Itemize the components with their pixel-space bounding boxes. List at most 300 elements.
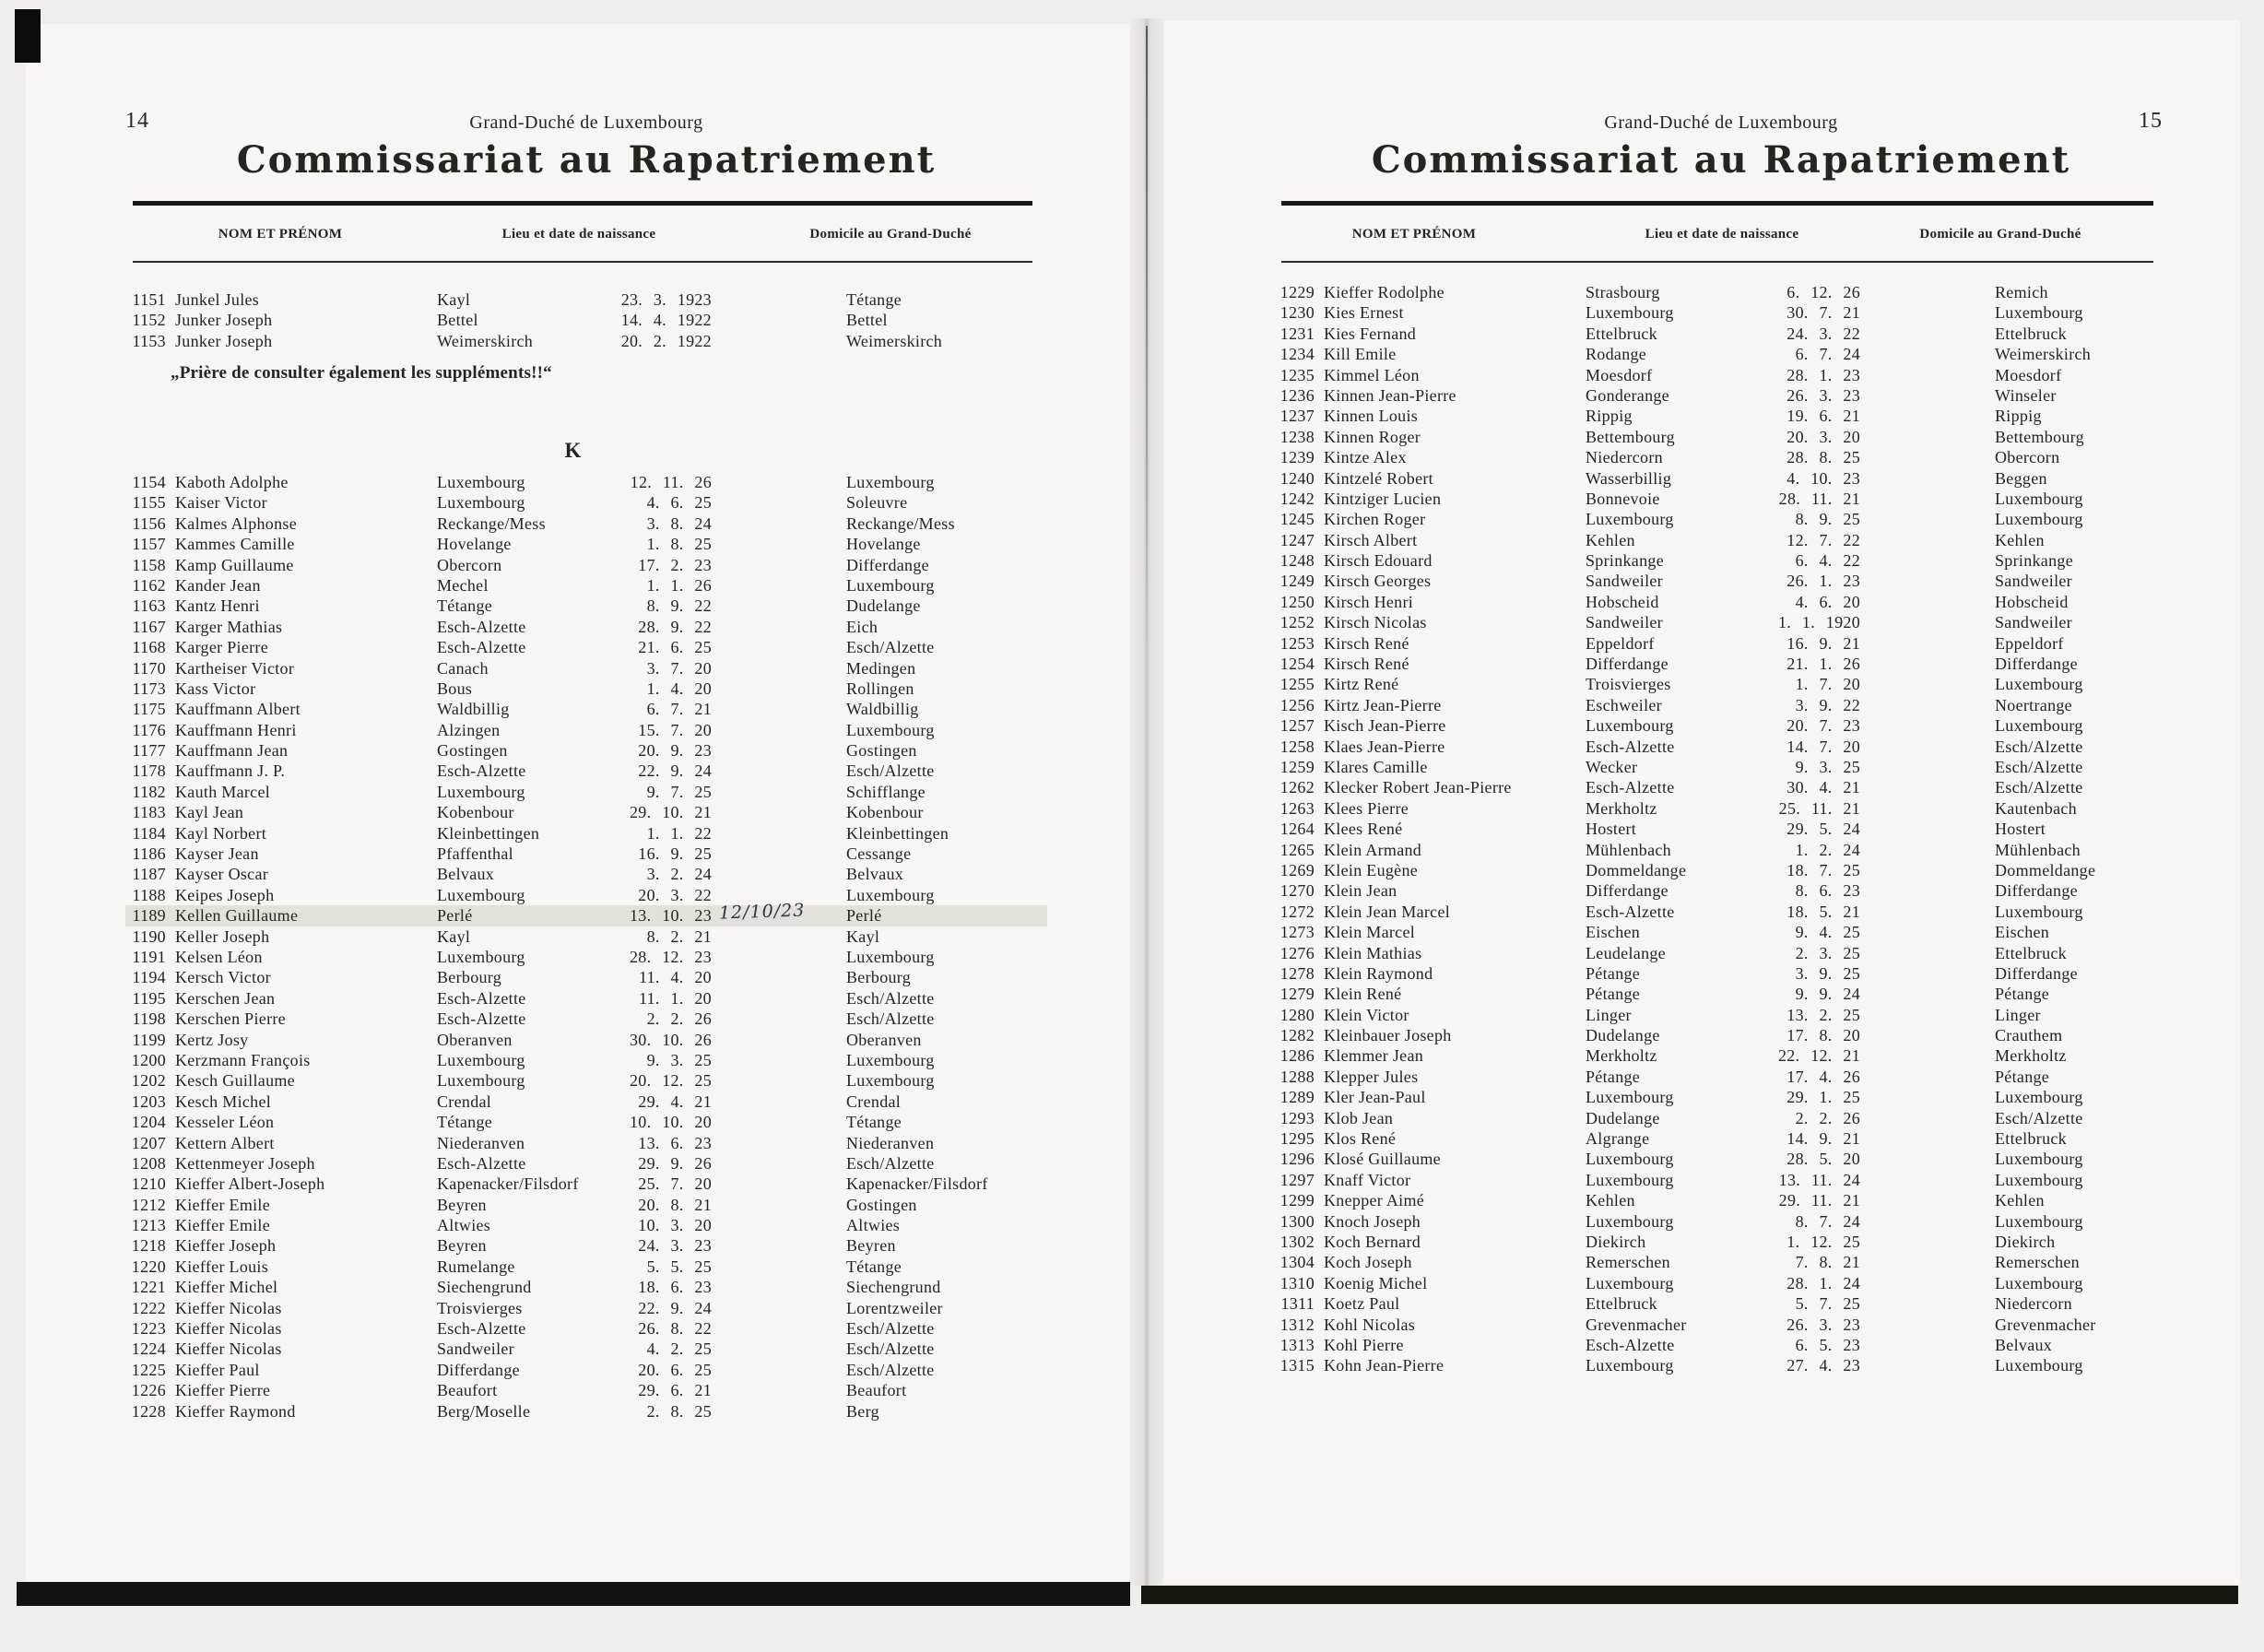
entry-birthdate: 3. 7. 20 <box>646 658 712 678</box>
entry-birthdate: 1. 4. 20 <box>646 678 712 698</box>
entry-domicile: Hovelange <box>846 535 921 554</box>
entry-birthplace: Luxembourg <box>437 1050 525 1069</box>
entry-number: 1311 <box>1280 1294 1315 1314</box>
entry-domicile: Luxembourg <box>1995 716 2083 736</box>
entry-birthdate: 18. 5. 21 <box>1786 902 1860 921</box>
entry-domicile: Luxembourg <box>846 947 935 966</box>
entry-domicile: Tétange <box>846 290 902 309</box>
entry-number: 1256 <box>1279 695 1315 714</box>
register-row <box>1274 1335 2168 1355</box>
entry-domicile: Eischen <box>1995 923 2050 942</box>
entry-domicile: Tétange <box>846 1257 902 1276</box>
entry-name: Kies Fernand <box>1324 324 1417 343</box>
entry-birthdate: 13. 11. 24 <box>1778 1170 1860 1189</box>
entry-birthdate: 29. 5. 24 <box>1786 820 1860 839</box>
entry-number: 1157 <box>132 535 166 554</box>
entry-birthdate: 26. 1. 23 <box>1786 572 1860 591</box>
register-rows-top <box>125 289 1047 351</box>
register-row <box>1274 757 2168 777</box>
entry-number: 1190 <box>132 926 166 946</box>
entry-domicile: Luxembourg <box>846 1050 935 1069</box>
entry-domicile: Kayl <box>846 926 880 946</box>
entry-name: Karger Pierre <box>175 638 269 657</box>
entry-number: 1231 <box>1279 324 1315 343</box>
entry-birthplace: Luxembourg <box>1586 1273 1674 1292</box>
register-rows-main <box>125 472 1047 1422</box>
entry-name: Kieffer Emile <box>175 1195 271 1214</box>
entry-birthplace: Ettelbruck <box>1586 324 1657 343</box>
entry-name: Junker Joseph <box>175 311 273 330</box>
entry-number: 1293 <box>1279 1108 1315 1127</box>
entry-domicile: Ettelbruck <box>1995 943 2067 962</box>
register-row <box>1274 468 2168 489</box>
entry-name: Koch Bernard <box>1324 1232 1421 1251</box>
entry-birthdate: 23. 3. 1923 <box>620 290 712 309</box>
entry-number: 1304 <box>1279 1253 1315 1272</box>
entry-birthplace: Tétange <box>437 1113 493 1132</box>
entry-birthplace: Hovelange <box>437 535 512 554</box>
entry-number: 1186 <box>132 844 166 864</box>
entry-name: Kander Jean <box>175 575 261 595</box>
entry-name: Klein Raymond <box>1324 963 1433 983</box>
register-row <box>125 289 1047 310</box>
entry-birthdate: 3. 8. 24 <box>646 513 712 533</box>
entry-birthdate: 17. 8. 20 <box>1786 1026 1860 1045</box>
entry-name: Kersch Victor <box>175 968 271 987</box>
register-row <box>1274 344 2168 364</box>
title-rule <box>1281 201 2153 206</box>
register-row <box>1274 530 2168 550</box>
entry-number: 1265 <box>1279 840 1315 859</box>
entry-name: Kayser Oscar <box>175 865 269 884</box>
entry-birthplace: Wecker <box>1586 757 1638 776</box>
register-row <box>1274 1211 2168 1232</box>
entry-number: 1213 <box>131 1216 166 1235</box>
entry-number: 1252 <box>1279 613 1315 632</box>
entry-name: Klein René <box>1324 985 1402 1004</box>
entry-number: 1203 <box>131 1092 166 1111</box>
entry-name: Kieffer Nicolas <box>175 1298 282 1317</box>
entry-domicile: Soleuvre <box>846 493 908 513</box>
entry-domicile: Luxembourg <box>1995 303 2083 323</box>
entry-number: 1187 <box>132 865 166 884</box>
entry-domicile: Kehlen <box>1995 1191 2045 1210</box>
entry-name: Koch Joseph <box>1324 1253 1412 1272</box>
entry-name: Kleinbauer Joseph <box>1324 1026 1452 1045</box>
entry-birthdate: 21. 6. 25 <box>638 638 712 657</box>
entry-birthplace: Weimerskirch <box>437 331 534 350</box>
register-row <box>1274 737 2168 757</box>
entry-birthplace: Pétange <box>1586 985 1641 1004</box>
entry-name: Kaiser Victor <box>175 493 267 513</box>
entry-domicile: Schifflange <box>846 782 926 801</box>
entry-birthdate: 6. 5. 23 <box>1795 1335 1860 1354</box>
entry-birthdate: 17. 4. 26 <box>1786 1067 1860 1086</box>
entry-domicile: Sandweiler <box>1995 613 2072 632</box>
entry-birthdate: 2. 3. 25 <box>1795 943 1860 962</box>
entry-birthplace: Alzingen <box>437 720 501 739</box>
entry-number: 1297 <box>1279 1170 1315 1189</box>
entry-domicile: Sandweiler <box>1995 572 2072 591</box>
entry-birthdate: 10. 10. 20 <box>630 1113 712 1132</box>
entry-birthplace: Esch-Alzette <box>1586 778 1675 797</box>
entry-number: 1175 <box>132 700 166 719</box>
entry-name: Klein Eugène <box>1324 860 1419 879</box>
entry-birthplace: Bettel <box>437 311 478 330</box>
publisher-line: Grand-Duché de Luxembourg <box>1604 112 1838 133</box>
entry-birthplace: Tétange <box>437 596 493 616</box>
entry-name: Kirsch Edouard <box>1324 551 1433 571</box>
entry-birthdate: 14. 7. 20 <box>1786 737 1860 756</box>
entry-name: Klees Pierre <box>1324 798 1409 818</box>
register-row <box>125 844 1047 864</box>
entry-birthplace: Luxembourg <box>437 1071 525 1091</box>
entry-number: 1255 <box>1279 675 1315 694</box>
entry-birthplace: Kehlen <box>1586 530 1635 549</box>
entry-domicile: Esch/Alzette <box>846 1153 935 1173</box>
entry-name: Klos René <box>1324 1129 1397 1149</box>
entry-name: Klecker Robert Jean-Pierre <box>1324 778 1512 797</box>
entry-birthdate: 4. 10. 23 <box>1786 468 1860 488</box>
entry-birthdate: 24. 3. 22 <box>1786 324 1860 343</box>
page-left <box>125 0 1047 1652</box>
entry-birthplace: Beyren <box>437 1236 487 1256</box>
entry-name: Kellen Guillaume <box>175 906 299 926</box>
entry-number: 1221 <box>131 1278 166 1297</box>
entry-name: Kettern Albert <box>175 1133 275 1152</box>
register-row <box>125 1318 1047 1339</box>
entry-name: Knaff Victor <box>1324 1170 1411 1189</box>
entry-domicile: Differdange <box>846 555 929 574</box>
register-row <box>1274 902 2168 922</box>
entry-domicile: Niederanven <box>846 1133 935 1152</box>
entry-birthdate: 8. 6. 23 <box>1795 881 1860 901</box>
entry-birthdate: 8. 2. 21 <box>646 926 712 946</box>
entry-birthdate: 6. 4. 22 <box>1795 551 1860 571</box>
entry-birthplace: Wasserbillig <box>1586 468 1672 488</box>
entry-number: 1282 <box>1279 1026 1315 1045</box>
entry-number: 1238 <box>1279 427 1315 446</box>
entry-birthplace: Niederanven <box>437 1133 525 1152</box>
register-row <box>1274 654 2168 674</box>
entry-name: Kesseler Léon <box>175 1113 275 1132</box>
entry-name: Kauffmann J. P. <box>175 761 286 781</box>
entry-birthdate: 28. 12. 23 <box>630 947 712 966</box>
entry-domicile: Esch/Alzette <box>846 1360 935 1379</box>
entry-birthdate: 19. 6. 21 <box>1786 407 1860 426</box>
header-rule <box>133 261 1032 263</box>
entry-birthdate: 30. 10. 26 <box>630 1030 712 1049</box>
entry-number: 1207 <box>131 1133 166 1152</box>
entry-birthplace: Canach <box>437 658 489 678</box>
entry-number: 1191 <box>132 947 166 966</box>
entry-birthplace: Troisvierges <box>437 1298 523 1317</box>
entry-birthdate: 26. 3. 23 <box>1786 1315 1860 1334</box>
entry-birthplace: Esch-Alzette <box>437 1319 526 1339</box>
entry-birthdate: 2. 8. 25 <box>646 1401 712 1421</box>
entry-birthdate: 20. 8. 21 <box>638 1195 712 1214</box>
register-row <box>1274 1273 2168 1293</box>
entry-birthplace: Esch-Alzette <box>437 617 526 636</box>
entry-name: Kieffer Paul <box>175 1360 260 1379</box>
entry-domicile: Kapenacker/Filsdorf <box>846 1174 988 1194</box>
entry-name: Klein Marcel <box>1324 923 1416 942</box>
register-row <box>125 1153 1047 1174</box>
entry-birthdate: 24. 3. 23 <box>638 1236 712 1256</box>
entry-name: Kisch Jean-Pierre <box>1324 716 1446 736</box>
entry-name: Klein Mathias <box>1324 943 1422 962</box>
entry-number: 1264 <box>1279 820 1315 839</box>
entry-domicile: Luxembourg <box>846 885 935 904</box>
entry-birthplace: Eschweiler <box>1586 695 1662 714</box>
entry-name: Junkel Jules <box>175 290 260 309</box>
entry-birthdate: 16. 9. 25 <box>638 844 712 864</box>
register-row <box>1274 592 2168 612</box>
register-row <box>125 534 1047 554</box>
entry-number: 1163 <box>132 596 166 616</box>
register-row <box>125 331 1047 351</box>
column-headers <box>125 227 1047 247</box>
entry-domicile: Esch/Alzette <box>846 761 935 781</box>
page-title: Commissariat au Rapatriement <box>236 138 937 182</box>
register-row <box>125 988 1047 1009</box>
entry-birthdate: 1. 1. 26 <box>646 575 712 595</box>
entry-number: 1235 <box>1279 365 1315 384</box>
register-row <box>1274 365 2168 385</box>
entry-domicile: Medingen <box>846 658 916 678</box>
entry-name: Klob Jean <box>1324 1108 1394 1127</box>
entry-name: Kimmel Léon <box>1324 365 1420 384</box>
entry-birthplace: Altwies <box>437 1216 491 1235</box>
entry-birthplace: Mühlenbach <box>1586 840 1671 859</box>
entry-domicile: Beaufort <box>846 1381 907 1400</box>
register-row <box>125 1360 1047 1380</box>
entry-name: Klepper Jules <box>1324 1067 1419 1086</box>
entry-number: 1230 <box>1279 303 1315 323</box>
entry-birthdate: 16. 9. 21 <box>1786 633 1860 653</box>
entry-number: 1158 <box>132 555 166 574</box>
entry-birthplace: Luxembourg <box>437 473 525 491</box>
entry-domicile: Differdange <box>1995 655 2078 674</box>
entry-number: 1276 <box>1279 943 1315 962</box>
entry-name: Kartheiser Victor <box>175 658 295 678</box>
entry-name: Kirsch Albert <box>1324 530 1418 549</box>
page-fold-line <box>1146 26 1148 671</box>
register-row <box>1274 324 2168 344</box>
entry-birthplace: Luxembourg <box>437 782 525 801</box>
register-row <box>125 1009 1047 1029</box>
entry-domicile: Berg <box>846 1401 879 1421</box>
entry-domicile: Cessange <box>846 844 912 864</box>
entry-number: 1153 <box>132 331 166 350</box>
col-header-name: NOM ET PRÉNOM <box>218 227 343 242</box>
entry-domicile: Lorentzweiler <box>846 1298 943 1317</box>
entry-number: 1278 <box>1279 963 1315 983</box>
entry-name: Kirtz René <box>1324 675 1399 694</box>
entry-domicile: Remich <box>1995 283 2048 301</box>
entry-name: Kayser Jean <box>175 844 259 864</box>
entry-number: 1289 <box>1279 1088 1315 1107</box>
entry-birthdate: 20. 9. 23 <box>638 741 712 761</box>
entry-birthdate: 29. 1. 25 <box>1786 1088 1860 1107</box>
register-row <box>1274 840 2168 860</box>
register-row <box>125 1030 1047 1050</box>
entry-birthplace: Differdange <box>437 1360 520 1379</box>
register-row <box>1274 1149 2168 1169</box>
entry-birthdate: 3. 2. 24 <box>646 865 712 884</box>
register-row <box>125 310 1047 330</box>
entry-domicile: Belvaux <box>846 865 904 884</box>
entry-birthplace: Berbourg <box>437 968 502 987</box>
register-row <box>1274 571 2168 591</box>
entry-number: 1279 <box>1279 985 1315 1004</box>
entry-number: 1272 <box>1279 902 1315 921</box>
entry-birthplace: Esch-Alzette <box>437 638 526 657</box>
supplement-note: „Prière de consulter également les suppléments!!“ <box>171 363 552 383</box>
register-row <box>1274 509 2168 529</box>
entry-birthdate: 27. 4. 23 <box>1786 1356 1860 1375</box>
entry-birthplace: Rippig <box>1586 407 1633 426</box>
entry-name: Kesch Guillaume <box>175 1071 295 1091</box>
entry-domicile: Pétange <box>1995 1067 2050 1086</box>
register-row <box>125 492 1047 513</box>
entry-number: 1237 <box>1279 407 1315 426</box>
entry-domicile: Luxembourg <box>1995 1150 2083 1169</box>
entry-number: 1218 <box>131 1236 166 1256</box>
entry-number: 1229 <box>1279 283 1315 301</box>
entry-domicile: Hobscheid <box>1995 592 2069 611</box>
entry-domicile: Moesdorf <box>1995 365 2062 384</box>
entry-number: 1154 <box>132 473 166 491</box>
register-row <box>1274 695 2168 715</box>
handwritten-annotation: 12/10/23 <box>718 900 806 924</box>
col-header-domicile: Domicile au Grand-Duché <box>1919 227 2081 242</box>
entry-birthplace: Diekirch <box>1586 1232 1646 1251</box>
entry-domicile: Esch/Alzette <box>1995 778 2083 797</box>
entry-name: Kinnen Roger <box>1324 427 1421 446</box>
entry-birthplace: Linger <box>1586 1005 1632 1024</box>
register-row <box>125 1070 1047 1091</box>
entry-domicile: Differdange <box>1995 963 2078 983</box>
register-row <box>1274 943 2168 963</box>
entry-domicile: Niedercorn <box>1995 1294 2072 1314</box>
entry-birthdate: 6. 7. 24 <box>1795 345 1860 364</box>
entry-birthdate: 12. 7. 22 <box>1786 530 1860 549</box>
entry-domicile: Eppeldorf <box>1995 633 2064 653</box>
entry-number: 1212 <box>131 1195 166 1214</box>
entry-birthplace: Merkholtz <box>1586 798 1657 818</box>
entry-birthdate: 9. 3. 25 <box>1795 757 1860 776</box>
entry-birthdate: 12. 11. 26 <box>630 473 712 491</box>
register-row <box>125 472 1047 492</box>
register-row <box>125 555 1047 575</box>
entry-number: 1189 <box>132 906 166 926</box>
register-row <box>1274 1067 2168 1087</box>
entry-domicile: Waldbillig <box>846 700 919 719</box>
entry-domicile: Eich <box>846 617 878 636</box>
entry-birthdate: 1. 2. 24 <box>1795 840 1860 859</box>
entry-birthdate: 9. 7. 25 <box>646 782 712 801</box>
register-row <box>1274 427 2168 447</box>
entry-name: Kies Ernest <box>1324 303 1404 323</box>
register-row <box>1274 1252 2168 1272</box>
entry-domicile: Bettel <box>846 311 888 330</box>
entry-name: Kinnen Jean-Pierre <box>1324 385 1456 405</box>
entry-birthdate: 1. 1. 1920 <box>1778 613 1860 632</box>
page-right <box>1274 0 2168 1652</box>
entry-name: Kayl Norbert <box>175 823 267 843</box>
entry-name: Kirtz Jean-Pierre <box>1324 695 1442 714</box>
register-row <box>125 1195 1047 1215</box>
entry-birthplace: Kobenbour <box>437 803 514 822</box>
entry-domicile: Noertrange <box>1995 695 2072 714</box>
register-row <box>1274 406 2168 426</box>
entry-name: Knoch Joseph <box>1324 1211 1421 1231</box>
register-row <box>1274 715 2168 736</box>
register-row <box>125 1215 1047 1235</box>
entry-name: Kelsen Léon <box>175 947 263 966</box>
entry-name: Klosé Guillaume <box>1324 1150 1441 1169</box>
entry-birthdate: 14. 9. 21 <box>1786 1129 1860 1149</box>
entry-name: Kauffmann Albert <box>175 700 301 719</box>
register-row <box>1274 984 2168 1004</box>
entry-birthdate: 2. 2. 26 <box>646 1009 712 1029</box>
register-row <box>1274 1355 2168 1375</box>
entry-birthplace: Mechel <box>437 575 489 595</box>
entry-domicile: Diekirch <box>1995 1232 2056 1251</box>
entry-name: Kammes Camille <box>175 535 295 554</box>
entry-name: Klares Camille <box>1324 757 1428 776</box>
entry-birthplace: Kleinbettingen <box>437 823 540 843</box>
entry-birthplace: Belvaux <box>437 865 495 884</box>
entry-domicile: Luxembourg <box>1995 1273 2083 1292</box>
register-row <box>1274 1128 2168 1149</box>
entry-domicile: Luxembourg <box>1995 510 2083 529</box>
entry-number: 1200 <box>131 1050 166 1069</box>
entry-name: Koetz Paul <box>1324 1294 1400 1314</box>
entry-domicile: Crendal <box>846 1092 902 1111</box>
entry-number: 1288 <box>1279 1067 1315 1086</box>
entry-birthdate: 10. 3. 20 <box>638 1216 712 1235</box>
entry-birthplace: Moesdorf <box>1586 365 1653 384</box>
entry-number: 1228 <box>131 1401 166 1421</box>
entry-birthdate: 25. 11. 21 <box>1778 798 1860 818</box>
entry-domicile: Differdange <box>1995 881 2078 901</box>
entry-name: Knepper Aimé <box>1324 1191 1425 1210</box>
entry-number: 1259 <box>1279 757 1315 776</box>
register-row <box>125 1257 1047 1277</box>
entry-birthplace: Beaufort <box>437 1381 498 1400</box>
entry-birthplace: Strasbourg <box>1586 283 1660 301</box>
entry-birthdate: 4. 6. 25 <box>646 493 712 513</box>
entry-domicile: Weimerskirch <box>1995 345 2092 364</box>
entry-domicile: Siechengrund <box>846 1278 941 1297</box>
entry-number: 1242 <box>1279 489 1315 508</box>
entry-domicile: Dommeldange <box>1995 860 2096 879</box>
entry-birthdate: 9. 3. 25 <box>646 1050 712 1069</box>
entry-birthdate: 4. 2. 25 <box>646 1339 712 1359</box>
entry-name: Kamp Guillaume <box>175 555 294 574</box>
entry-domicile: Luxembourg <box>1995 489 2083 508</box>
entry-number: 1280 <box>1279 1005 1315 1024</box>
register-row <box>125 1092 1047 1112</box>
register-row <box>1274 447 2168 467</box>
entry-birthplace: Esch-Alzette <box>437 988 526 1008</box>
register-row <box>1274 819 2168 839</box>
entry-number: 1248 <box>1279 551 1315 571</box>
entry-birthplace: Esch-Alzette <box>1586 1335 1675 1354</box>
register-row <box>125 596 1047 616</box>
